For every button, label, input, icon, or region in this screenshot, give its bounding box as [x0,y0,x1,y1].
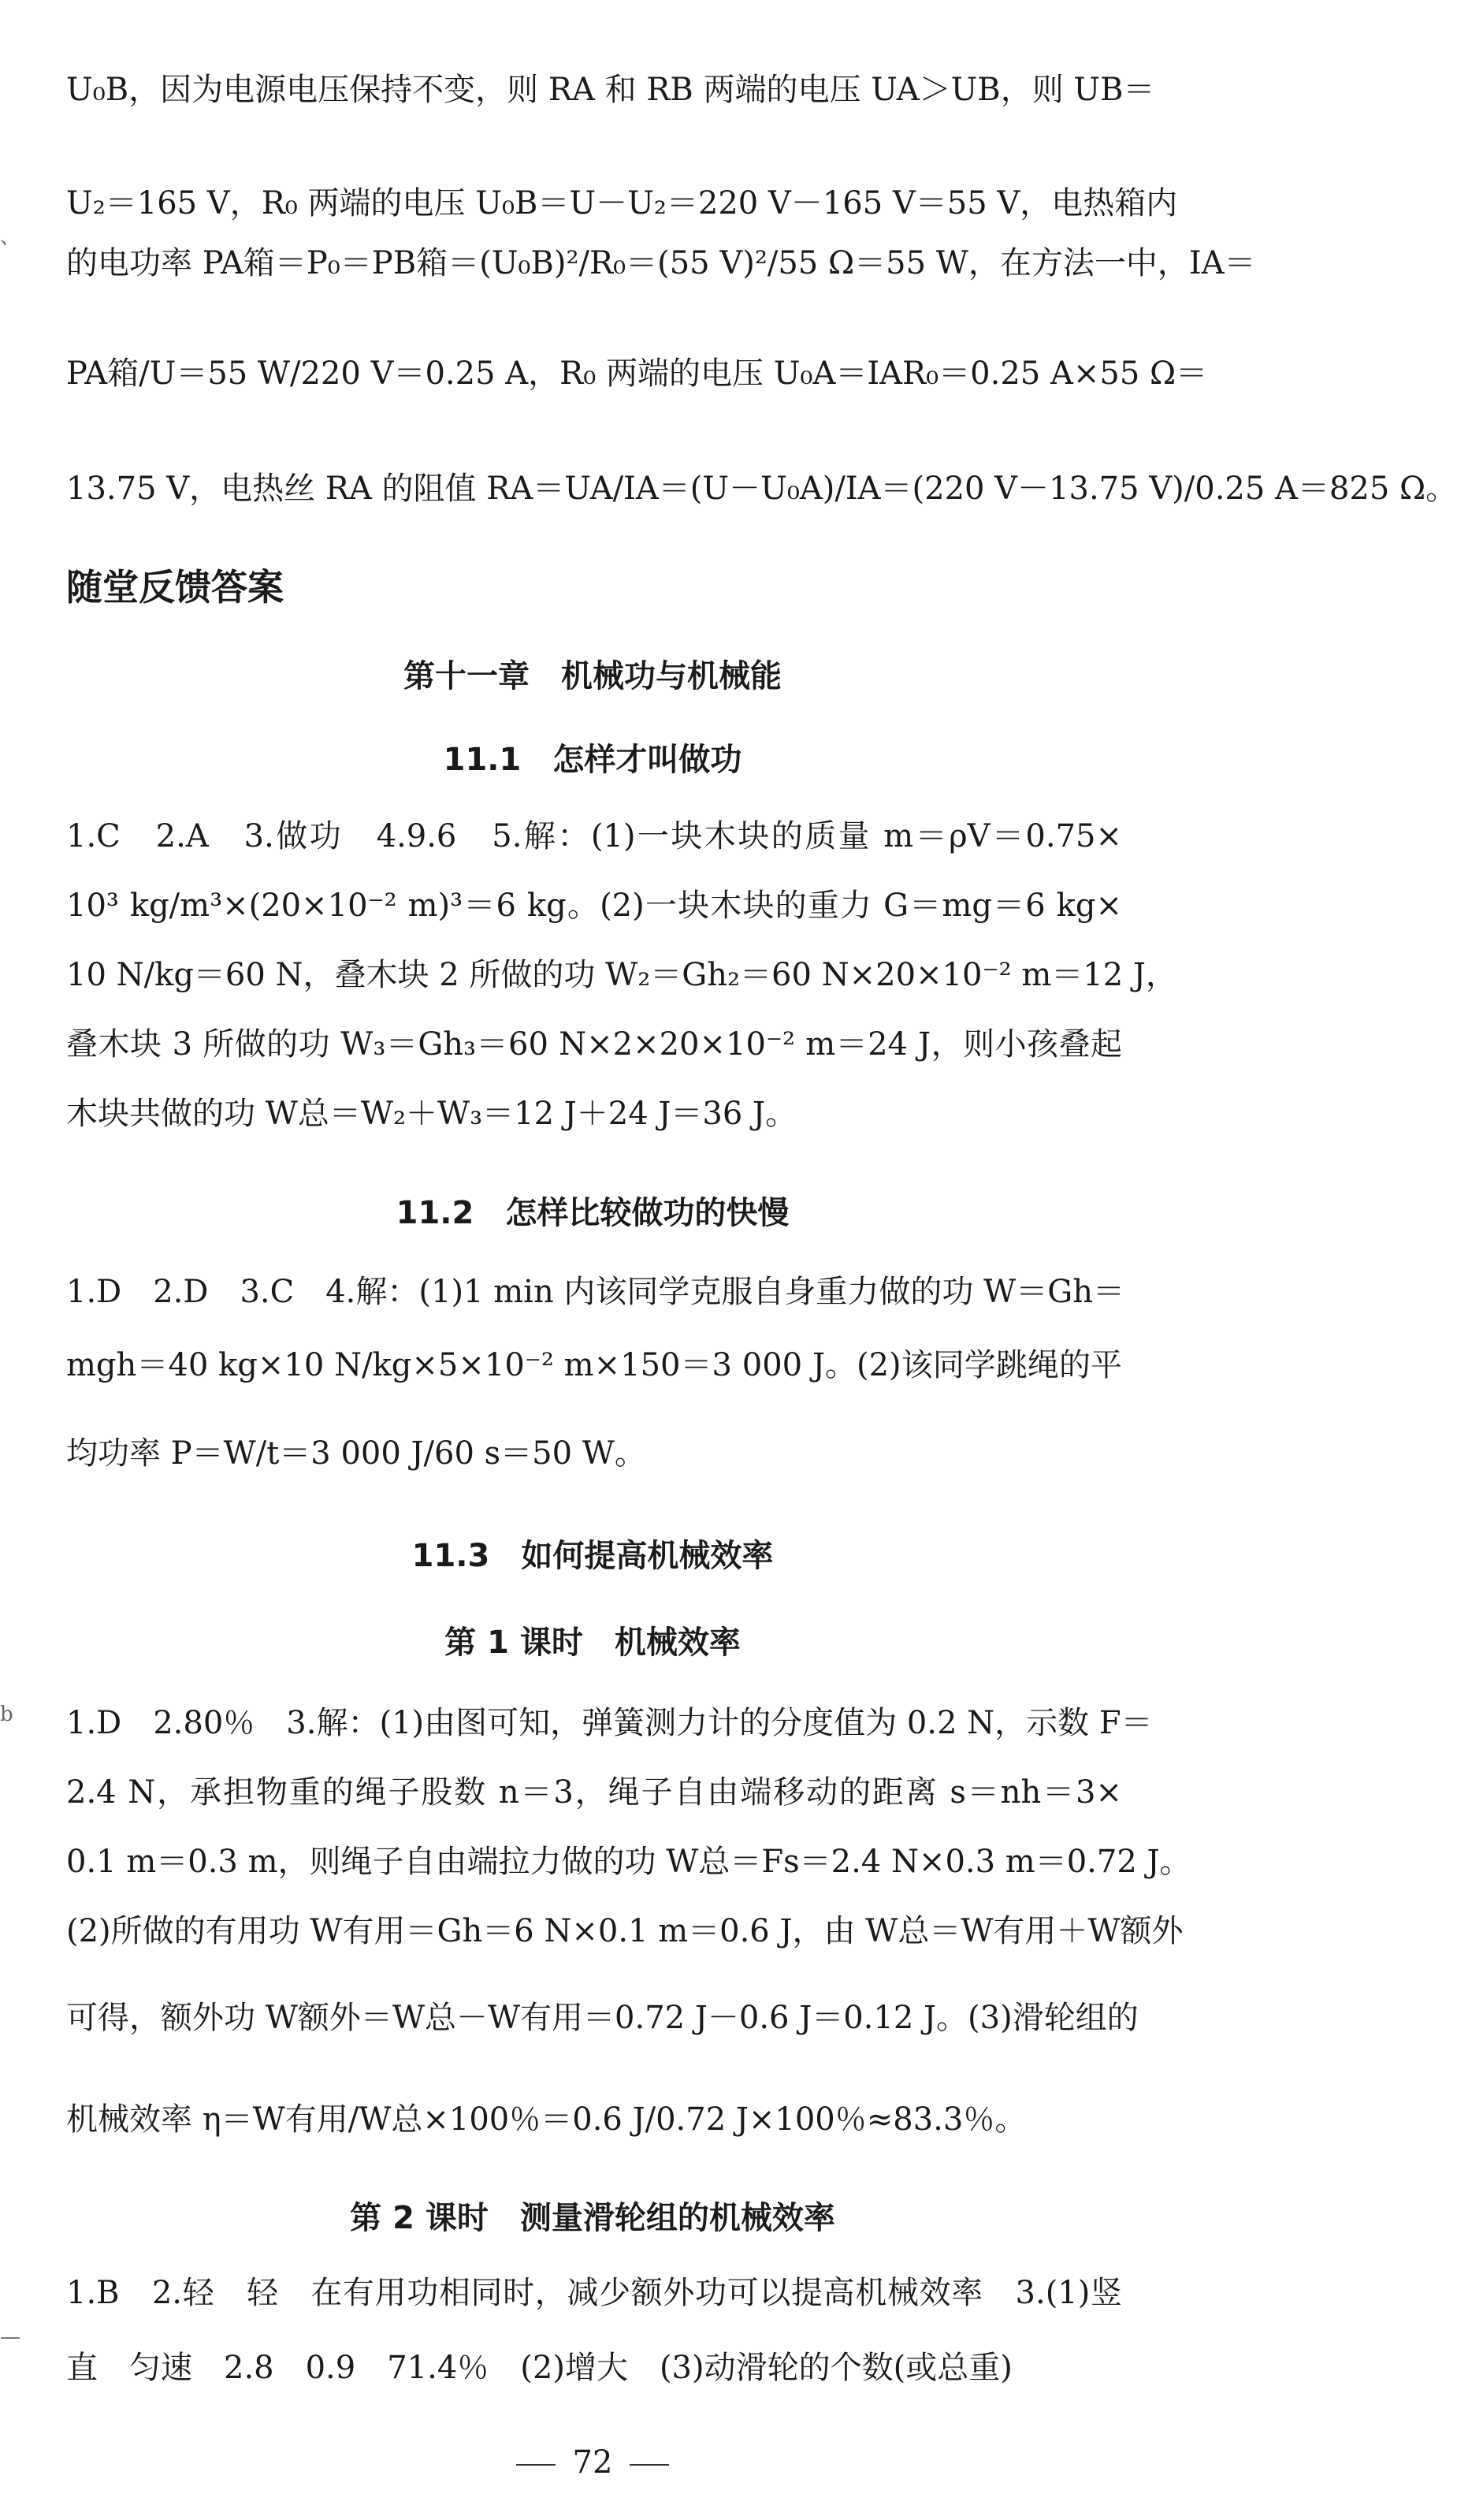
text-line: 2.4 N，承担物重的绳子股数 n＝3，绳子自由端移动的距离 s＝nh＝3× [66,1774,1122,1811]
text-line: 10 N/kg＝60 N，叠木块 2 所做的功 W₂＝Gh₂＝60 N×20×10⁻² m＝12 J， [66,957,1177,993]
edge-mark: — [0,2325,20,2349]
text-line: (2)所做的有用功 W有用＝Gh＝6 N×0.1 m＝0.6 J，由 W总＝W有用＋W额外 [66,1913,1184,1949]
text-line: U₀B，因为电源电压保持不变，则 RA 和 RB 两端的电压 UA＞UB，则 UB＝ [66,72,1155,108]
text-line: 1.B 2.轻 轻 在有用功相同时，减少额外功可以提高机械效率 3.(1)竖 [66,2275,1122,2311]
subsection-title-11-1: 11.1 怎样才叫做功 [443,742,742,778]
text-line: 0.1 m＝0.3 m，则绳子自由端拉力做的功 W总＝Fs＝2.4 N×0.3 m＝0.72 J。 [66,1844,1191,1880]
edge-mark: b [0,1703,13,1726]
page-number [0,2444,1185,2481]
text-line: 均功率 P＝W/t＝3 000 J/60 s＝50 W。 [66,1435,646,1472]
text-line: PA箱/U＝55 W/220 V＝0.25 A，R₀ 两端的电压 U₀A＝IAR₀＝0.25 A×55 Ω＝ [66,355,1208,392]
text-line: 的电功率 PA箱＝P₀＝PB箱＝(U₀B)²/R₀＝(55 V)²/55 Ω＝55 W，在方法一中，IA＝ [66,245,1256,281]
text-line: 10³ kg/m³×(20×10⁻² m)³＝6 kg。(2)一块木块的重力 G＝mg＝6 kg× [66,888,1122,924]
text-line: 可得，额外功 W额外＝W总－W有用＝0.72 J－0.6 J＝0.12 J。(3)滑轮组的 [66,2000,1139,2036]
text-line: U₂＝165 V，R₀ 两端的电压 U₀B＝U－U₂＝220 V－165 V＝55 V，电热箱内 [66,185,1178,221]
lesson-title-2: 第 2 课时 测量滑轮组的机械效率 [350,2200,835,2236]
page-number-dash-left [516,2464,556,2466]
page-number-value: 72 [572,2444,613,2481]
edge-mark: 、 [0,225,21,249]
text-line: 13.75 V，电热丝 RA 的阻值 RA＝UA/IA＝(U－U₀A)/IA＝(220 V－13.75 V)/0.25 A＝825 Ω。 [66,471,1457,507]
lesson-title-1: 第 1 课时 机械效率 [444,1625,741,1661]
text-line: 1.D 2.80％ 3.解：(1)由图可知，弹簧测力计的分度值为 0.2 N，示数 F＝ [66,1705,1153,1741]
text-line: mgh＝40 kg×10 N/kg×5×10⁻² m×150＝3 000 J。(2)该同学跳绳的平 [66,1347,1122,1383]
text-line: 机械效率 η＝W有用/W总×100％＝0.6 J/0.72 J×100％≈83.3％。 [66,2101,1027,2138]
section-title: 随堂反馈答案 [66,566,284,609]
subsection-title-11-2: 11.2 怎样比较做功的快慢 [396,1195,790,1231]
text-line: 1.C 2.A 3.做功 4.9.6 5.解：(1)一块木块的质量 m＝ρV＝0.75× [66,818,1122,854]
text-line: 叠木块 3 所做的功 W₃＝Gh₃＝60 N×2×20×10⁻² m＝24 J，则小孩叠起 [66,1026,1122,1063]
page-number-dash-right [630,2464,669,2466]
text-line: 1.D 2.D 3.C 4.解：(1)1 min 内该同学克服自身重力做的功 W＝Gh＝ [66,1274,1124,1310]
subsection-title-11-3: 11.3 如何提高机械效率 [411,1538,774,1574]
text-line: 直 匀速 2.8 0.9 71.4％ (2)增大 (3)动滑轮的个数(或总重) [66,2350,1013,2386]
chapter-title: 第十一章 机械功与机械能 [403,658,782,694]
text-line: 木块共做的功 W总＝W₂＋W₃＝12 J＋24 J＝36 J。 [66,1096,797,1132]
